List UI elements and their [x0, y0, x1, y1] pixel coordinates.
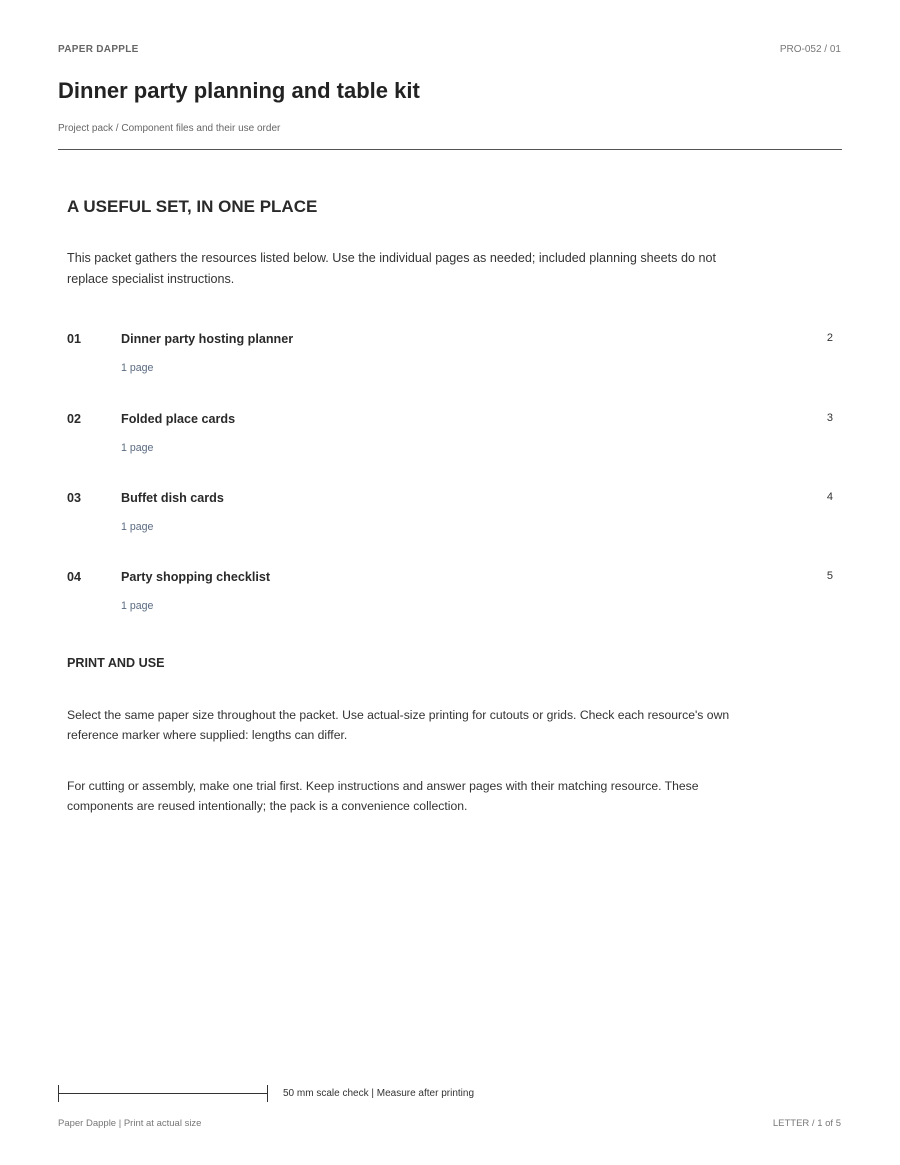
scale-bar-line: [58, 1093, 268, 1094]
print-paragraph: For cutting or assembly, make one trial first. Keep instructions and answer pages with their matching resource. These components are reused intentionally; the pack is a convenience collection.: [67, 779, 699, 813]
scale-bar-tick-end: [267, 1085, 268, 1102]
contents-item: [67, 570, 833, 620]
item-number: 03: [67, 491, 82, 505]
page-subtitle: Project pack / Component files and their use order: [58, 123, 281, 134]
print-paragraph: Select the same paper size throughout the packet. Use actual-size printing for cutouts or grids. Check each resource's own reference marker where supplied: lengths can differ.: [67, 708, 730, 742]
page-title: Dinner party planning and table kit: [58, 78, 420, 103]
footer-right: LETTER / 1 of 5: [772, 1118, 841, 1129]
print-heading: PRINT AND USE: [67, 656, 165, 670]
footer-left: Paper Dapple | Print at actual size: [58, 1118, 202, 1129]
item-page-count: 1 page: [121, 362, 154, 374]
item-page-count: 1 page: [121, 442, 154, 454]
header-rule: [58, 149, 842, 150]
scale-check-label: 50 mm scale check | Measure after printing: [283, 1088, 475, 1099]
contents-item: [67, 491, 833, 541]
intro-heading: A USEFUL SET, IN ONE PLACE: [67, 197, 318, 216]
item-title: Folded place cards: [121, 412, 236, 426]
scale-bar: [58, 1085, 268, 1103]
item-page-count: 1 page: [121, 600, 154, 612]
item-number: 01: [67, 332, 82, 346]
item-title: Party shopping checklist: [121, 570, 271, 584]
scale-bar-tick-start: [58, 1085, 59, 1102]
item-title: Dinner party hosting planner: [121, 332, 294, 346]
item-page-number: 3: [826, 412, 833, 424]
item-page-number: 4: [826, 491, 833, 503]
item-page-count: 1 page: [121, 521, 154, 533]
contents-item: [67, 332, 833, 382]
item-number: 04: [67, 570, 82, 584]
item-number: 02: [67, 412, 82, 426]
document-reference: PRO-052 / 01: [779, 44, 841, 55]
item-title: Buffet dish cards: [121, 491, 224, 505]
item-page-number: 5: [826, 570, 833, 582]
brand-name: PAPER DAPPLE: [58, 44, 139, 55]
contents-item: [67, 412, 833, 462]
item-page-number: 2: [826, 332, 833, 344]
intro-text: This packet gathers the resources listed below. Use the individual pages as needed; included planning sheets do not replace specialist instructions.: [67, 251, 716, 286]
